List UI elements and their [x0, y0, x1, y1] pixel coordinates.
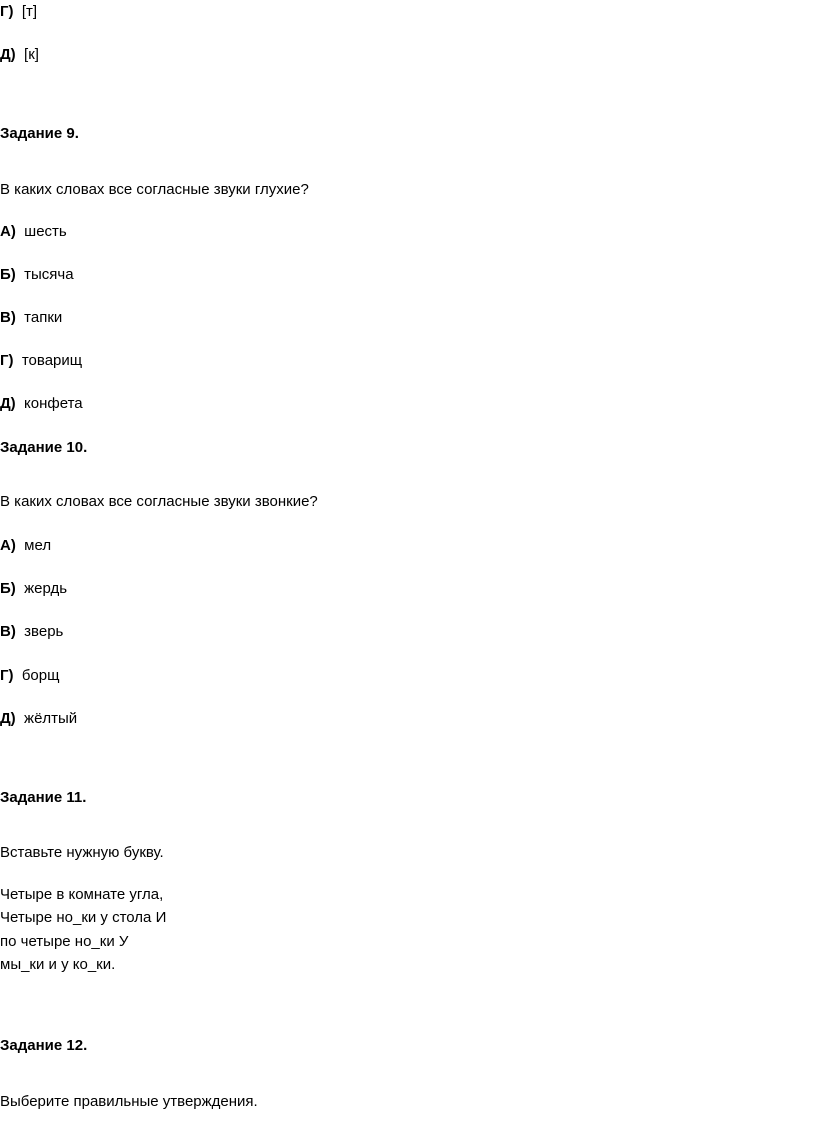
task-10-title: Задание 10.: [0, 439, 88, 456]
option-letter: А): [0, 223, 16, 240]
option-letter: Д): [0, 395, 16, 412]
task-9-option-g: [0, 351, 82, 371]
option-text: конфета: [24, 395, 83, 412]
option-letter: Д): [0, 46, 16, 63]
task-9-title: Задание 9.: [0, 125, 79, 142]
task-11-question: Вставьте нужную букву.: [0, 844, 164, 861]
option-letter: Д): [0, 710, 16, 727]
task-10-option-v: [0, 622, 63, 642]
option-text: тапки: [24, 309, 63, 326]
option-letter: Г): [0, 3, 14, 20]
poem-line-3: по четыре но_ки У: [0, 933, 129, 950]
task-10-option-b: [0, 579, 67, 599]
poem-line-2: Четыре но_ки у стола И: [0, 909, 167, 926]
option-text: жердь: [24, 580, 68, 597]
option-text: товарищ: [21, 352, 83, 369]
poem-line-4: мы_ки и у ко_ки.: [0, 956, 116, 973]
task-12-title: Задание 12.: [0, 1037, 88, 1054]
option-text: [т]: [21, 3, 38, 20]
task-9-option-d: [0, 394, 83, 414]
option-text: тысяча: [24, 266, 74, 283]
option-letter: В): [0, 623, 16, 640]
option-letter: Г): [0, 352, 14, 369]
task-9-option-a: [0, 222, 67, 242]
option-g: [0, 2, 37, 22]
option-d: [0, 45, 39, 65]
task-10-option-g: [0, 666, 59, 686]
option-letter: А): [0, 537, 16, 554]
task-10-question: В каких словах все согласные звуки звонкие?: [0, 493, 318, 510]
task-9-option-v: [0, 308, 62, 328]
task-10-option-a: [0, 536, 51, 556]
option-text: зверь: [24, 623, 64, 640]
poem-line-1: Четыре в комнате угла,: [0, 886, 164, 903]
option-letter: Г): [0, 667, 14, 684]
option-letter: В): [0, 309, 16, 326]
task-9-question: В каких словах все согласные звуки глухие?: [0, 181, 309, 198]
task-9-option-b: [0, 265, 74, 285]
task-11-title: Задание 11.: [0, 789, 87, 806]
option-letter: Б): [0, 580, 16, 597]
option-text: мел: [24, 537, 52, 554]
option-letter: Б): [0, 266, 16, 283]
task-12-question: Выберите правильные утверждения.: [0, 1093, 258, 1110]
option-text: шесть: [24, 223, 67, 240]
option-text: [к]: [24, 46, 39, 63]
option-text: жёлтый: [24, 710, 78, 727]
option-text: борщ: [21, 667, 60, 684]
task-10-option-d: [0, 709, 77, 729]
